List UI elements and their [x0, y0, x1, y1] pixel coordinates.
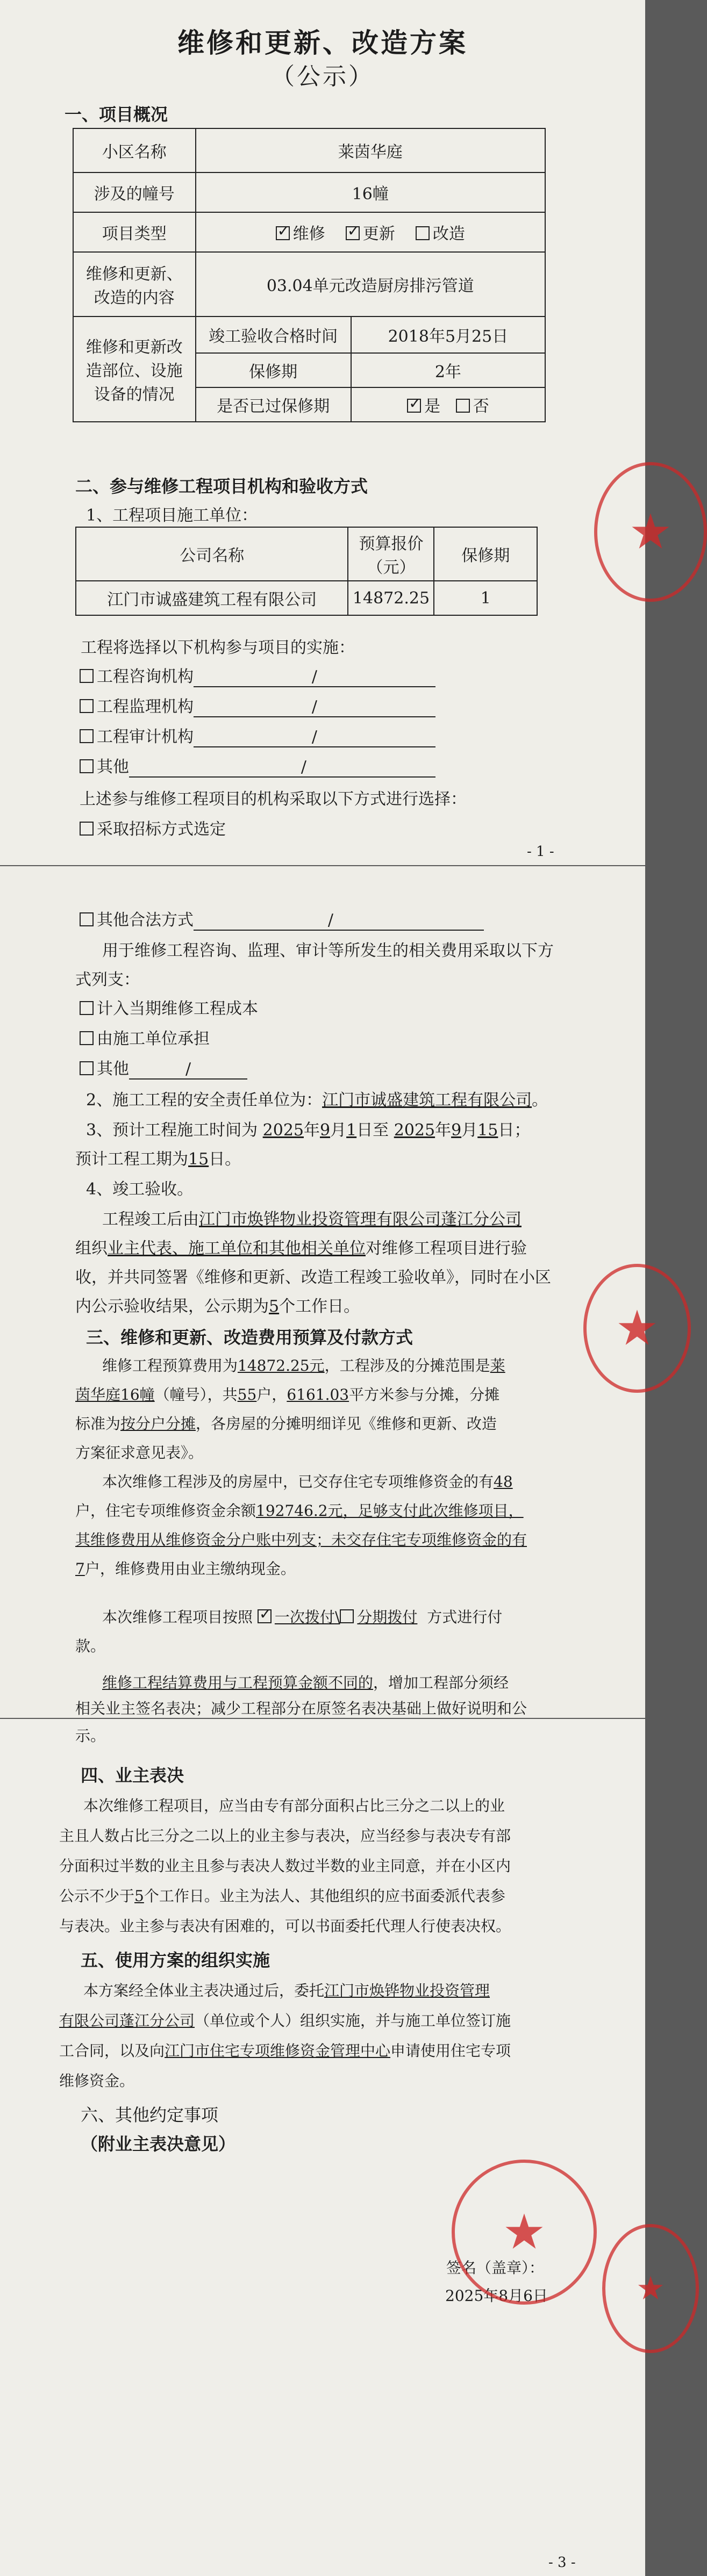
fund-line-2: 户，住宅专项维修资金余额192746.2元，足够支付此次维修项目， [75, 1502, 524, 1520]
start-month: 9 [320, 1121, 331, 1140]
audit-blank [317, 728, 435, 747]
audit-slash: / [194, 728, 317, 747]
vote-line-3: 分面积过半数的业主且参与表决人数过半数的业主同意，并在小区内 [59, 1857, 511, 1875]
budget-line-3: 标准为按分户分摊，各房屋的分摊明细详见《维修和更新、改造 [75, 1415, 497, 1433]
cell-company: 江门市诚盛建筑工程有限公司 [76, 581, 348, 615]
label-parts-line3: 设备的情况 [94, 385, 175, 404]
fund-line-3: 其维修费用从维修资金分户账中列支；未交存住宅专项维修资金的有 [75, 1531, 527, 1549]
vote-period: 5 [134, 1887, 144, 1905]
consulting-slash: / [194, 667, 317, 687]
acceptance-heading: 4、竣工验收。 [86, 1180, 194, 1199]
fee-option-1: 计入当期维修工程成本 [80, 995, 258, 1019]
checkbox-fee-contractor[interactable] [80, 1031, 94, 1045]
consulting-blank [317, 667, 435, 687]
document-title: 维修和更新、改造方案 [177, 27, 468, 59]
cell-warranty: 1 [434, 581, 537, 615]
attachment-note: （附业主表决意见） [81, 2134, 236, 2154]
org-other: 其他 / [80, 753, 435, 778]
header-warranty: 保修期 [434, 527, 537, 581]
end-day: 15 [477, 1121, 498, 1140]
end-year: 2025 [394, 1121, 435, 1140]
fee-text-line1: 用于维修工程咨询、监理、审计等所发生的相关费用采取以下方 [102, 941, 554, 960]
org-consulting: 工程咨询机构 / [80, 663, 435, 687]
value-acceptance-time: 2018年5月25日 [351, 316, 545, 353]
unfunded-households: 7 [75, 1560, 85, 1578]
option-expired-yes: 是 [424, 397, 441, 416]
share-standard: 按分户分摊 [120, 1415, 196, 1433]
supervision-blank [317, 697, 435, 717]
fee-option-2: 由施工单位承担 [80, 1025, 210, 1049]
implementer-part1: 江门市焕铧物业投资管理 [324, 1982, 490, 1999]
choose-agencies-text: 工程将选择以下机构参与项目的实施： [81, 638, 355, 657]
acc-line-2: 组织业主代表、施工单位和其他相关单位对维修工程项目进行验 [75, 1239, 527, 1258]
area: 6161.03 [287, 1386, 349, 1404]
schedule-line: 3、预计工程施工时间为 2025年9月1日至 2025年9月15日； [86, 1121, 531, 1140]
scope-part2: 茵华庭16幢 [75, 1386, 155, 1404]
fund-center: 江门市住宅专项维修资金管理中心 [165, 2042, 391, 2060]
fund-line-1: 本次维修工程涉及的房屋中，已交存住宅专项维修资金的有48 [102, 1473, 513, 1491]
official-seal-stamp: ★ [594, 462, 707, 602]
org-audit: 工程审计机构 / [80, 723, 435, 747]
other-org-blank [306, 758, 435, 778]
other-legal-blank [333, 911, 484, 931]
option-renovate: 改造 [432, 225, 465, 243]
checkbox-supervision[interactable] [80, 699, 94, 713]
method-tender: 采取招标方式选定 [80, 816, 226, 839]
checkbox-update[interactable] [346, 226, 360, 240]
org-line-3: 工合同，以及向江门市住宅专项维修资金管理中心申请使用住宅专项 [59, 2042, 511, 2060]
acc-organizer: 江门市焕铧物业投资管理有限公司蓬江分公司 [199, 1210, 522, 1229]
document-subtitle: （公示） [271, 63, 374, 90]
selection-method-text: 上述参与维修工程项目的机构采取以下方式进行选择： [80, 790, 467, 809]
acc-line-3: 收，并共同签署《维修和更新、改造工程竣工验收单》，同时在小区 [75, 1268, 551, 1287]
fund-line-4: 7户，维修费用由业主缴纳现金。 [75, 1560, 296, 1578]
payment-line: 本次维修工程项目按照 ✓ 一次拨付\ 分期拨付 方式进行付 [102, 1606, 502, 1627]
org-line-4: 维修资金。 [59, 2072, 135, 2090]
checkbox-other-org[interactable] [80, 759, 94, 773]
contractor-table [75, 527, 538, 616]
households: 55 [237, 1386, 257, 1404]
signature-label: 签名（盖章）： [446, 2259, 545, 2277]
safety-unit-line: 2、施工工程的安全责任单位为：江门市诚盛建筑工程有限公司。 [86, 1091, 548, 1110]
fee-option-3: 其他 / [80, 1055, 247, 1080]
expired-options [351, 387, 545, 422]
label-building: 涉及的幢号 [73, 172, 196, 212]
fee-other-slash: / [129, 1060, 247, 1080]
method-other-legal: 其他合法方式 / [80, 906, 484, 931]
settlement-line-2: 相关业主签名表决；减少工程部分在原签名表决基础上做好说明和公 [75, 1700, 527, 1717]
budget-amount: 14872.25元 [238, 1357, 325, 1375]
document-page-3 [0, 1719, 665, 2576]
checkbox-expired-no[interactable] [456, 399, 470, 413]
checkbox-consulting[interactable] [80, 669, 94, 683]
official-seal-stamp-3: ★ [602, 2224, 699, 2353]
value-content: 03.04单元改造厨房排污管道 [196, 252, 545, 316]
checkbox-expired-yes[interactable] [407, 399, 421, 413]
label-parts [73, 316, 196, 422]
label-acceptance-time: 竣工验收合格时间 [196, 316, 351, 353]
settlement-line-1: 维修工程结算费用与工程预算金额不同的，增加工程部分须经 [102, 1674, 509, 1692]
implementer-part2: 有限公司蓬江分公司 [59, 2012, 195, 2030]
section-2-heading: 二、参与维修工程项目机构和验收方式 [75, 476, 368, 497]
option-expired-no: 否 [473, 397, 489, 416]
acc-line-4: 内公示验收结果，公示期为5个工作日。 [75, 1297, 360, 1316]
label-content-line2: 改造的内容 [94, 289, 175, 307]
document-page-2 [0, 866, 659, 1718]
checkbox-fee-cost[interactable] [80, 1001, 94, 1015]
end-month: 9 [451, 1121, 462, 1140]
acc-period: 5 [269, 1297, 280, 1316]
label-parts-line2: 造部位、设施 [85, 362, 183, 380]
label-warranty: 保修期 [196, 353, 351, 387]
acc-participants: 业主代表、施工单位和其他相关单位 [108, 1239, 366, 1258]
label-expired: 是否已过保修期 [196, 387, 351, 422]
vote-line-1: 本次维修工程项目，应当由专有部分面积占比三分之二以上的业 [83, 1797, 505, 1815]
checkbox-repair[interactable] [276, 226, 290, 240]
item-1-contractor: 1、工程项目施工单位： [86, 506, 258, 525]
vote-line-5: 与表决。业主参与表决有困难的，可以书面委托代理人行使表决权。 [59, 1917, 511, 1935]
checkbox-renovate[interactable] [416, 226, 430, 240]
project-overview-table [73, 128, 546, 422]
budget-line-4: 方案征求意见表》。 [75, 1444, 204, 1462]
header-price-line2: （元） [367, 558, 416, 577]
header-price [348, 527, 434, 581]
section-1-heading: 一、项目概况 [65, 104, 168, 125]
section-4-heading: 四、业主表决 [81, 1765, 184, 1786]
start-day: 1 [346, 1121, 357, 1140]
settlement-line-3: 示。 [75, 1727, 106, 1745]
value-community: 莱茵华庭 [196, 128, 545, 172]
section-6-heading: 六、其他约定事项 [81, 2105, 219, 2125]
value-building: 16幢 [196, 172, 545, 212]
option-repair: 维修 [292, 225, 325, 243]
budget-line-1: 维修工程预算费用为14872.25元，工程涉及的分摊范围是莱 [102, 1357, 505, 1375]
supervision-slash: / [194, 697, 317, 717]
section-3-heading: 三、维修和更新、改造费用预算及付款方式 [86, 1327, 413, 1348]
label-content-line1: 维修和更新、 [85, 265, 183, 284]
label-parts-line1: 维修和更新改 [85, 338, 183, 357]
start-year: 2025 [262, 1121, 304, 1140]
option-update: 更新 [362, 225, 395, 243]
value-warranty: 2年 [351, 353, 545, 387]
scope-part1: 莱 [490, 1357, 505, 1375]
sign-date: 2025年8月6日 [445, 2287, 548, 2305]
label-content [73, 252, 196, 316]
header-company: 公司名称 [76, 527, 348, 581]
vote-line-2: 主且人数占比三分之二以上的业主参与表决，应当经参与表决专有部 [59, 1827, 511, 1845]
period-value: 15 [188, 1150, 209, 1169]
org-supervision: 工程监理机构 / [80, 693, 435, 717]
page-number-3: - 3 - [548, 2555, 576, 2571]
org-line-1: 本方案经全体业主表决通过后，委托江门市焕铧物业投资管理 [83, 1982, 490, 1999]
funded-households: 48 [494, 1473, 513, 1491]
payment-line-2: 款。 [75, 1637, 106, 1655]
official-seal-stamp-2: ★ [583, 1264, 691, 1393]
vote-line-4: 公示不少于5个工作日。业主为法人、其他组织的应书面委派代表参 [59, 1887, 505, 1905]
header-price-line1: 预算报价 [359, 535, 424, 553]
budget-line-2: 茵华庭16幢（幢号），共55户，6161.03平方米参与分摊，分摊 [75, 1386, 500, 1404]
section-5-heading: 五、使用方案的组织实施 [81, 1950, 270, 1970]
period-line: 预计工程工期为15日。 [75, 1150, 241, 1169]
label-community: 小区名称 [73, 128, 196, 172]
checkbox-pay-once[interactable] [258, 1609, 272, 1623]
label-project-type: 项目类型 [73, 212, 196, 252]
checkbox-other-legal[interactable] [80, 912, 94, 926]
fund-balance: 192746.2元 [256, 1502, 343, 1520]
checkbox-tender[interactable] [80, 822, 94, 836]
project-type-options [196, 212, 545, 252]
checkbox-fee-other[interactable] [80, 1061, 94, 1075]
org-line-2: 有限公司蓬江分公司（单位或个人）组织实施，并与施工单位签订施 [59, 2012, 511, 2030]
company-seal-stamp: ★ [452, 2160, 597, 2305]
other-org-slash: / [129, 758, 306, 778]
page-number-1: - 1 - [527, 844, 554, 860]
checkbox-audit[interactable] [80, 729, 94, 743]
document-page-1 [0, 0, 673, 865]
acc-line-1: 工程竣工后由江门市焕铧物业投资管理有限公司蓬江分公司 [102, 1210, 522, 1229]
payment-options: ✓ 一次拨付\ 分期拨付 [258, 1608, 417, 1626]
safety-unit-value: 江门市诚盛建筑工程有限公司 [322, 1091, 532, 1110]
checkbox-pay-installment[interactable] [340, 1609, 354, 1623]
cell-price: 14872.25 [348, 581, 434, 615]
fee-text-line2: 式列支： [75, 970, 140, 989]
other-legal-slash: / [194, 911, 333, 931]
